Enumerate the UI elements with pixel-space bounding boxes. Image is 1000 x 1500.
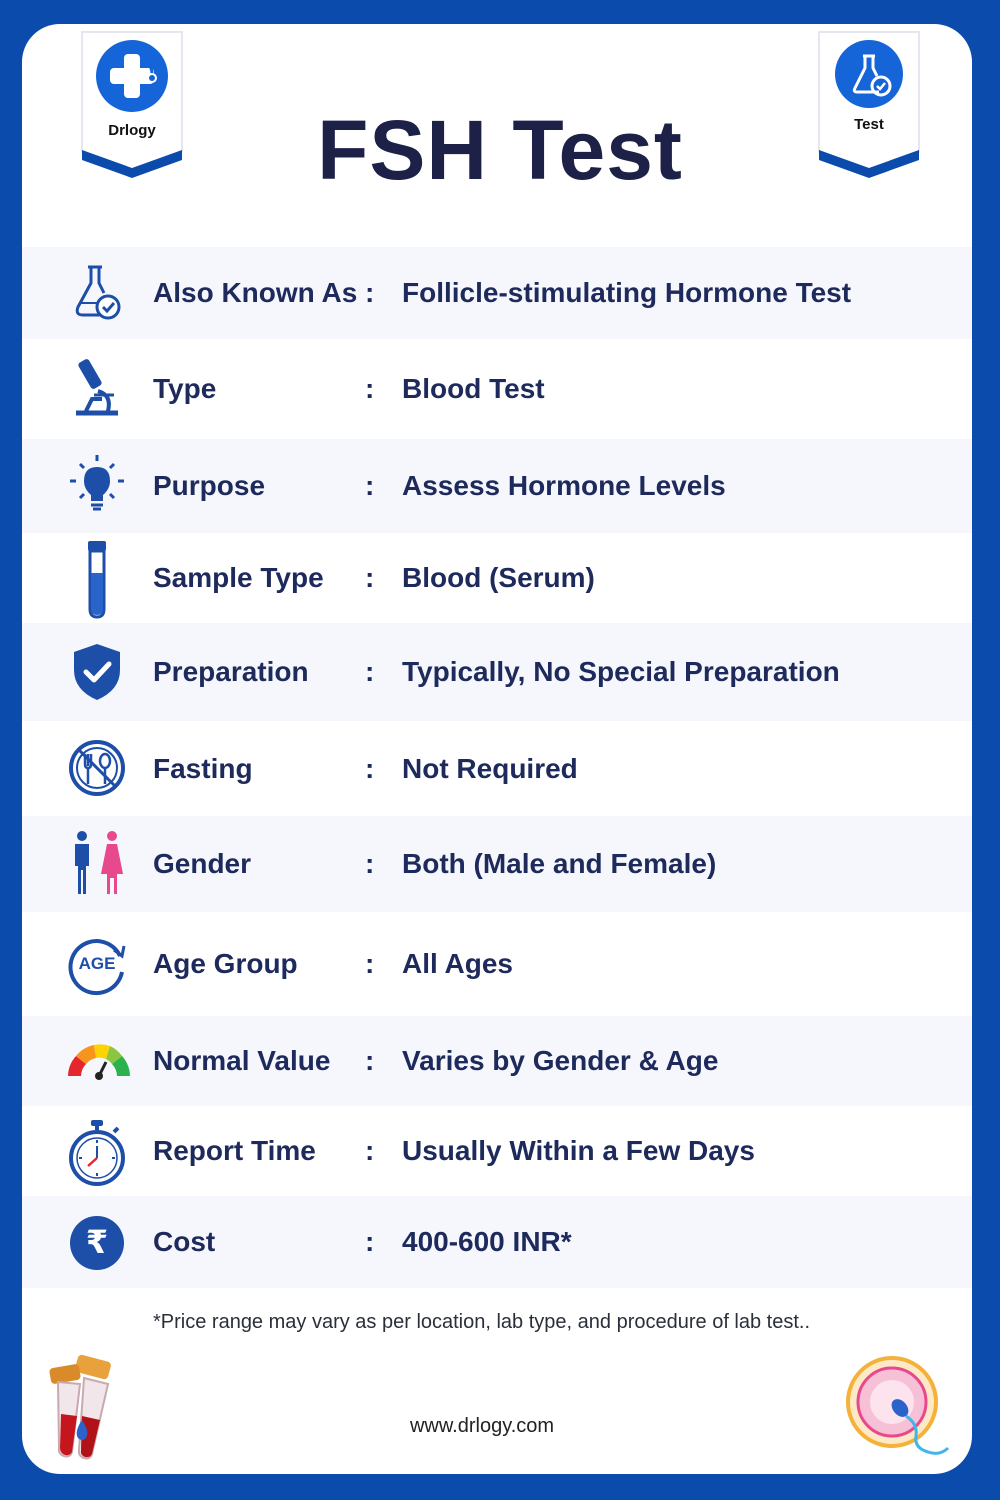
info-row-normal-value	[22, 1016, 972, 1106]
row-colon: :	[365, 1045, 375, 1076]
row-value: Varies by Gender & Age	[402, 1045, 719, 1076]
flask-logo-icon	[835, 40, 903, 108]
row-colon: :	[365, 1135, 375, 1166]
blood-tubes-icon	[46, 1354, 122, 1462]
male-female-icon	[68, 830, 126, 898]
flask-check-icon	[68, 261, 126, 325]
row-value: 400-600 INR*	[402, 1226, 572, 1257]
row-label: Sample Type	[153, 562, 324, 593]
row-label: Purpose	[153, 470, 266, 501]
row-value: Not Required	[402, 752, 578, 784]
row-label: Report Time	[153, 1135, 316, 1166]
infographic-card	[22, 24, 972, 1474]
row-colon: :	[365, 1226, 375, 1257]
row-label: Fasting	[153, 752, 253, 784]
row-colon: :	[365, 277, 375, 308]
info-row-sample-type	[22, 533, 972, 623]
row-label: Preparation	[153, 656, 309, 687]
row-value: All Ages	[402, 948, 513, 979]
test-badge	[817, 30, 921, 180]
page-title: FSH Test	[317, 103, 683, 197]
rupee-icon	[70, 1216, 124, 1270]
row-colon: :	[365, 470, 375, 501]
row-value: Blood (Serum)	[402, 562, 595, 593]
test-tube-icon	[68, 539, 126, 621]
row-value: Usually Within a Few Days	[402, 1135, 755, 1166]
drlogy-logo-icon	[96, 40, 168, 112]
microscope-icon	[68, 355, 126, 419]
info-row-gender	[22, 816, 972, 912]
row-label: Also Known As	[153, 277, 358, 308]
age-icon-text: AGE	[78, 954, 116, 973]
row-colon: :	[365, 848, 375, 879]
row-label: Cost	[153, 1226, 216, 1257]
row-value: Both (Male and Female)	[402, 848, 717, 879]
row-value: Assess Hormone Levels	[402, 470, 726, 501]
row-value: Follicle-stimulating Hormone Test	[402, 277, 852, 308]
info-row-also-known-as	[22, 247, 972, 339]
row-value: Typically, No Special Preparation	[402, 656, 840, 687]
row-label: Normal Value	[153, 1045, 331, 1076]
test-badge-label: Test	[854, 116, 884, 133]
row-label: Age Group	[153, 948, 298, 979]
row-colon: :	[365, 948, 375, 979]
info-row-cost	[22, 1196, 972, 1288]
ovum-sperm-icon	[844, 1352, 954, 1462]
no-food-icon	[68, 736, 126, 800]
info-row-preparation	[22, 623, 972, 721]
drlogy-badge	[80, 30, 184, 180]
age-icon	[66, 934, 128, 996]
row-colon: :	[365, 656, 375, 687]
info-row-purpose	[22, 439, 972, 533]
info-row-age-group	[22, 912, 972, 1016]
rupee-icon-text: ₹	[85, 1223, 109, 1261]
row-value: Blood Test	[402, 373, 545, 404]
price-footnote: *Price range may vary as per location, lab type, and procedure of lab test..	[153, 1311, 811, 1333]
website-url: www.drlogy.com	[409, 1415, 555, 1437]
info-row-type	[22, 339, 972, 439]
shield-check-icon	[68, 640, 126, 704]
row-label: Type	[153, 373, 217, 404]
gauge-icon	[64, 1032, 134, 1096]
info-row-report-time	[22, 1106, 972, 1196]
row-colon: :	[365, 373, 375, 404]
row-colon: :	[365, 562, 375, 593]
row-colon: :	[365, 752, 375, 784]
lightbulb-icon	[68, 453, 126, 517]
drlogy-badge-label: Drlogy	[108, 122, 156, 139]
row-label: Gender	[153, 848, 252, 879]
stopwatch-icon	[68, 1118, 126, 1188]
info-row-fasting	[22, 721, 972, 816]
